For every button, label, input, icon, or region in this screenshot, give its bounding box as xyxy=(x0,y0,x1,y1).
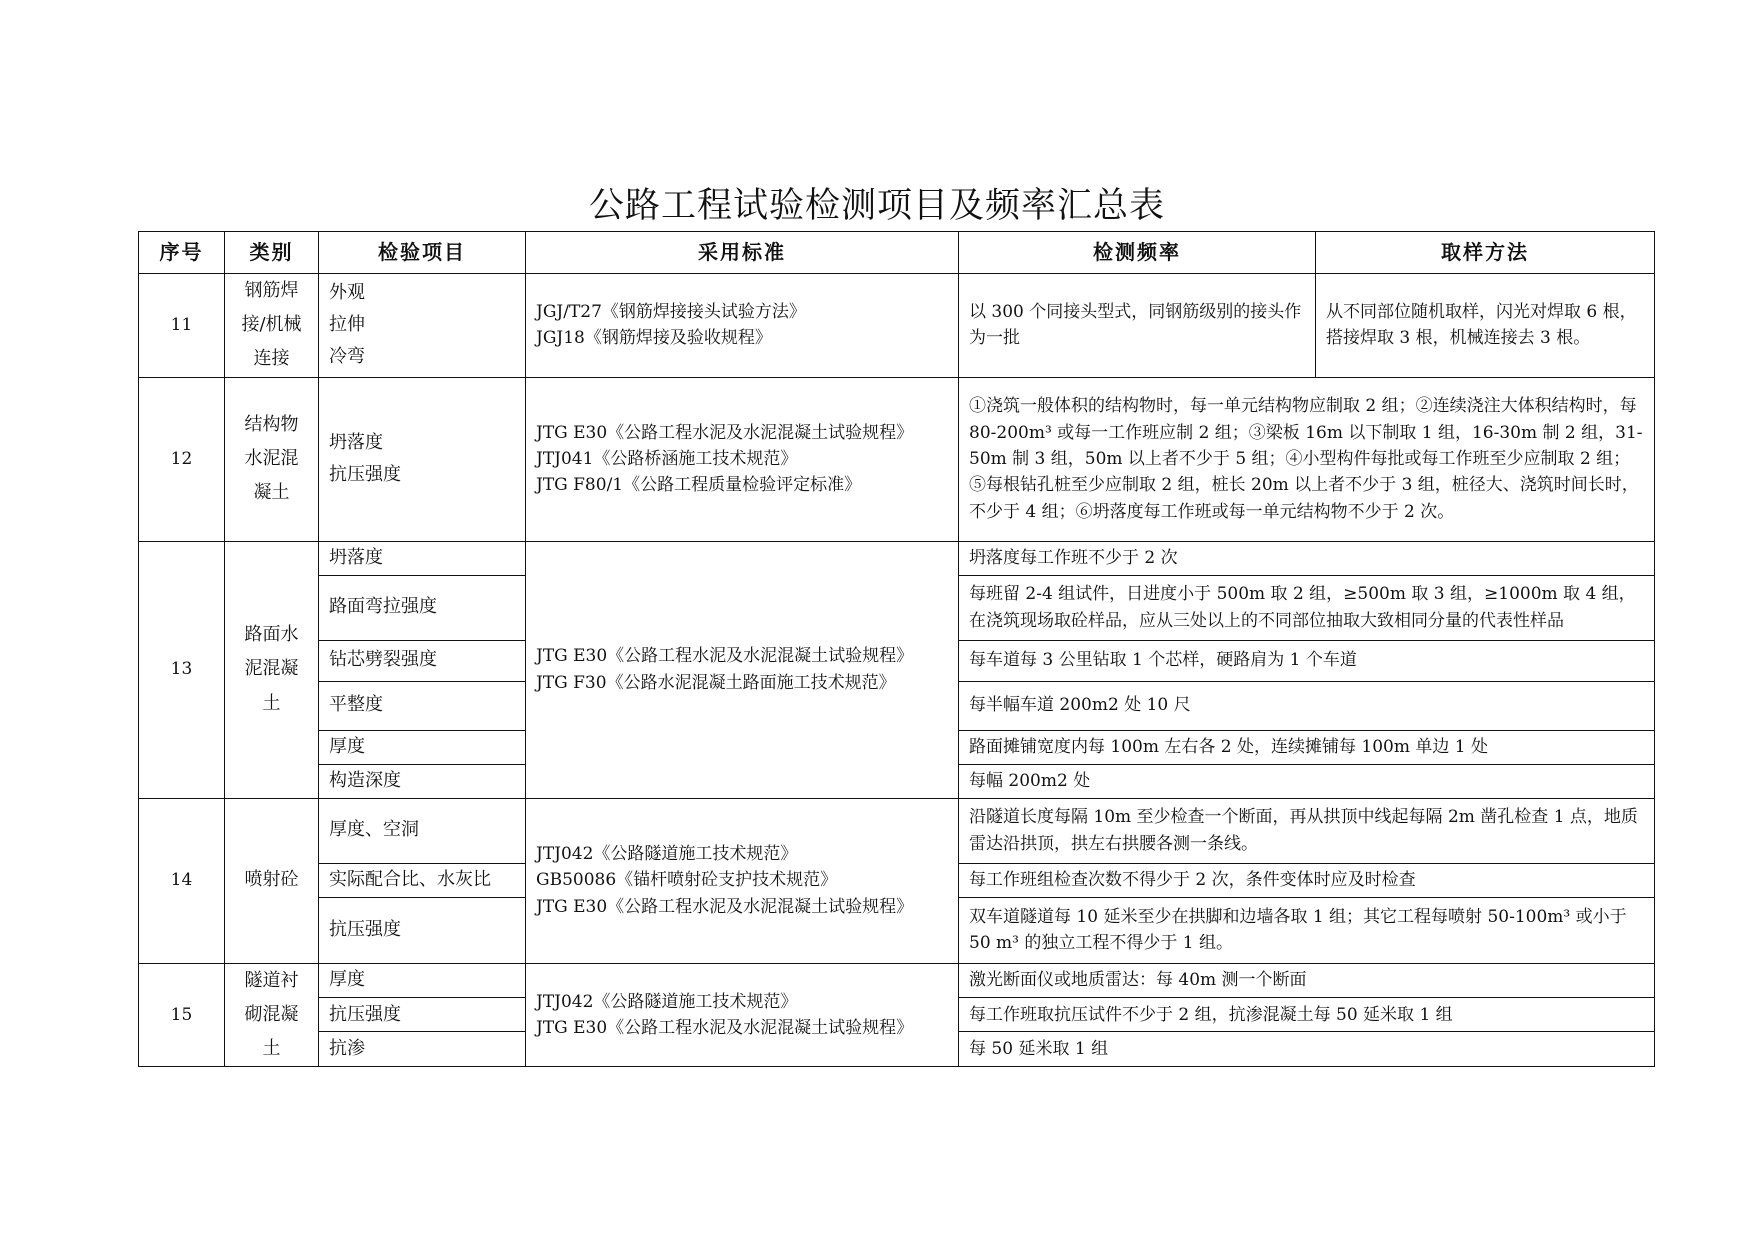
standard-line: JTJ041《公路桥涵施工技术规范》 xyxy=(536,448,798,469)
inspection-item-cell: 厚度、空洞 xyxy=(319,798,526,863)
standard-line: JTG E30《公路工程水泥及水泥混凝土试验规程》 xyxy=(536,422,914,443)
inspection-item: 抗压强度 xyxy=(329,464,401,486)
category-line: 隧道衬 xyxy=(244,969,299,991)
category-line: 砌混凝 xyxy=(244,1003,299,1025)
category-line: 泥混凝 xyxy=(244,658,299,680)
category-cell xyxy=(225,274,319,378)
standard-cell xyxy=(526,274,959,378)
inspection-item: 拉伸 xyxy=(329,314,365,336)
summary-table xyxy=(138,231,1655,1067)
standard-line: JTG F80/1《公路工程质量检验评定标准》 xyxy=(536,475,862,496)
header-frequency: 检测频率 xyxy=(959,232,1316,274)
category-line: 结构物 xyxy=(244,413,299,435)
standard-line: JTG E30《公路工程水泥及水泥混凝土试验规程》 xyxy=(536,896,914,917)
frequency-cell: 激光断面仪或地质雷达：每 40m 测一个断面 xyxy=(959,963,1655,998)
inspection-item-cell: 路面弯拉强度 xyxy=(319,575,526,640)
frequency-cell: 每半幅车道 200m2 处 10 尺 xyxy=(959,681,1655,730)
inspection-item-cell: 抗渗 xyxy=(319,1032,526,1067)
serial-cell: 12 xyxy=(139,377,225,541)
standard-cell xyxy=(526,798,959,963)
standard-line: JTG F30《公路水泥混凝土路面施工技术规范》 xyxy=(536,672,896,693)
table-row xyxy=(139,541,1655,575)
header-category: 类别 xyxy=(225,232,319,274)
frequency-cell: ①浇筑一般体积的结构物时，每一单元结构物应制取 2 组；②连续浇注大体积结构时，每 80-200m³ 或每一工作班应制 2 组；③梁板 16m 以下制取 1 组，16-30m 制 2 组，31-50m 制 3 组，50m 以上者不少于 5 组；④小型构件每批或每工作班至少应制取 2 组；⑤每根钻孔桩至少应制取 2 组，桩长 20m 以上者不少于 3 组，桩径大、浇筑时间长时，不少于 4 组；⑥坍落度每工作班或每一单元结构物不少于 2 次。 xyxy=(959,377,1655,541)
category-line: 路面水 xyxy=(244,624,299,646)
serial-cell: 15 xyxy=(139,963,225,1067)
frequency-cell: 以 300 个同接头型式，同钢筋级别的接头作为一批 xyxy=(959,274,1316,378)
category-line: 连接 xyxy=(253,348,290,370)
frequency-cell: 路面摊铺宽度内每 100m 左右各 2 处，连续摊铺每 100m 单边 1 处 xyxy=(959,730,1655,764)
page-title: 公路工程试验检测项目及频率汇总表 xyxy=(588,186,1165,226)
category-line: 凝土 xyxy=(253,482,290,504)
table-row xyxy=(139,377,1655,541)
inspection-item-cell: 钻芯劈裂强度 xyxy=(319,640,526,681)
inspection-item-cell: 厚度 xyxy=(319,730,526,764)
standard-line: JTJ042《公路隧道施工技术规范》 xyxy=(536,844,798,865)
serial-cell: 13 xyxy=(139,541,225,798)
inspection-item-cell: 厚度 xyxy=(319,963,526,998)
category-cell xyxy=(225,377,319,541)
frequency-cell: 每幅 200m2 处 xyxy=(959,764,1655,798)
inspection-item-cell xyxy=(319,274,526,378)
category-cell: 喷射砼 xyxy=(225,798,319,963)
standard-line: JTJ042《公路隧道施工技术规范》 xyxy=(536,991,798,1012)
header-standard: 采用标准 xyxy=(526,232,959,274)
frequency-cell: 双车道隧道每 10 延米至少在拱脚和边墙各取 1 组；其它工程每喷射 50-100m³ 或小于 50 m³ 的独立工程不得少于 1 组。 xyxy=(959,897,1655,963)
inspection-item-cell: 抗压强度 xyxy=(319,998,526,1032)
category-cell xyxy=(225,541,319,798)
category-line: 土 xyxy=(262,692,281,714)
standard-cell xyxy=(526,963,959,1067)
category-line: 接/机械 xyxy=(241,314,302,336)
category-cell xyxy=(225,963,319,1067)
table-row xyxy=(139,963,1655,998)
frequency-cell: 每 50 延米取 1 组 xyxy=(959,1032,1655,1067)
frequency-cell: 每工作班组检查次数不得少于 2 次，条件变体时应及时检查 xyxy=(959,863,1655,897)
standard-line: GB50086《锚杆喷射砼支护技术规范》 xyxy=(536,870,838,891)
standard-line: JTG E30《公路工程水泥及水泥混凝土试验规程》 xyxy=(536,646,914,667)
inspection-item-cell: 平整度 xyxy=(319,681,526,730)
category-line: 钢筋焊 xyxy=(244,280,299,301)
table-row xyxy=(139,274,1655,378)
serial-cell: 11 xyxy=(139,274,225,378)
frequency-cell: 坍落度每工作班不少于 2 次 xyxy=(959,541,1655,575)
category-line: 土 xyxy=(262,1037,281,1059)
frequency-cell: 每车道每 3 公里钻取 1 个芯样，硬路肩为 1 个车道 xyxy=(959,640,1655,681)
inspection-item-cell: 抗压强度 xyxy=(319,897,526,963)
serial-cell: 14 xyxy=(139,798,225,963)
inspection-item-cell: 构造深度 xyxy=(319,764,526,798)
standard-line: JTG E30《公路工程水泥及水泥混凝土试验规程》 xyxy=(536,1017,914,1038)
standard-line: JGJ/T27《钢筋焊接接头试验方法》 xyxy=(536,301,806,322)
category-line: 水泥混 xyxy=(244,447,299,469)
inspection-item: 外观 xyxy=(329,281,365,303)
header-inspection-item: 检验项目 xyxy=(319,232,526,274)
standard-cell xyxy=(526,541,959,798)
frequency-cell: 每班留 2-4 组试件，日进度小于 500m 取 2 组，≥500m 取 3 组，≥1000m 取 4 组，在浇筑现场取砼样品，应从三处以上的不同部位抽取大致相同分量的代表性样品 xyxy=(959,575,1655,640)
frequency-cell: 沿隧道长度每隔 10m 至少检查一个断面，再从拱顶中线起每隔 2m 凿孔检查 1 点，地质雷达沿拱顶，拱左右拱腰各测一条线。 xyxy=(959,798,1655,863)
header-sampling-method: 取样方法 xyxy=(1316,232,1655,274)
standard-line: JGJ18《钢筋焊接及验收规程》 xyxy=(536,328,772,349)
frequency-cell: 每工作班取抗压试件不少于 2 组，抗渗混凝土每 50 延米取 1 组 xyxy=(959,998,1655,1032)
inspection-item-cell: 坍落度 xyxy=(319,541,526,575)
inspection-item-cell xyxy=(319,377,526,541)
inspection-item: 冷弯 xyxy=(329,346,365,368)
table-row xyxy=(139,798,1655,863)
sampling-method-cell: 从不同部位随机取样，闪光对焊取 6 根，搭接焊取 3 根，机械连接去 3 根。 xyxy=(1316,274,1655,378)
standard-cell xyxy=(526,377,959,541)
header-row xyxy=(139,232,1655,274)
header-serial: 序号 xyxy=(139,232,225,274)
inspection-item-cell: 实际配合比、水灰比 xyxy=(319,863,526,897)
inspection-item: 坍落度 xyxy=(329,431,383,453)
